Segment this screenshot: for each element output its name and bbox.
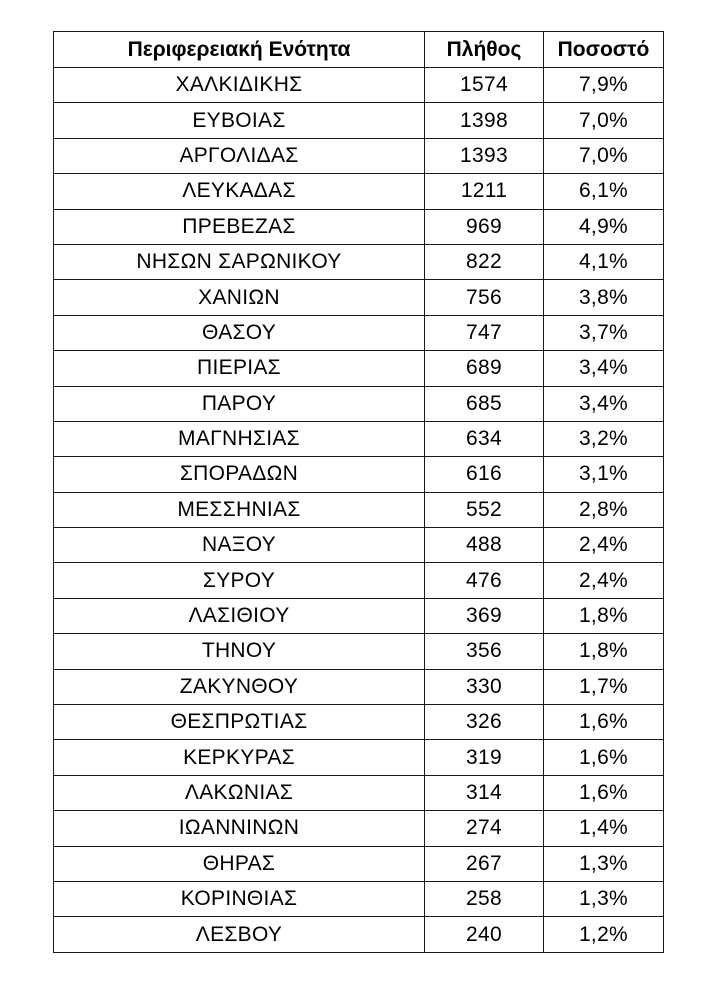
cell-percentage: 1,6% bbox=[544, 740, 664, 775]
header-percentage: Ποσοστό bbox=[544, 32, 664, 68]
header-row bbox=[54, 32, 664, 68]
table-row bbox=[54, 669, 664, 704]
cell-count: 822 bbox=[425, 244, 544, 279]
table-header bbox=[54, 32, 664, 68]
cell-regional-unit: ΕΥΒΟΙΑΣ bbox=[54, 103, 425, 138]
cell-regional-unit: ΧΑΝΙΩΝ bbox=[54, 280, 425, 315]
cell-regional-unit: ΘΕΣΠΡΩΤΙΑΣ bbox=[54, 705, 425, 740]
cell-regional-unit: ΜΕΣΣΗΝΙΑΣ bbox=[54, 492, 425, 527]
cell-percentage: 3,8% bbox=[544, 280, 664, 315]
table-row bbox=[54, 563, 664, 598]
cell-count: 1574 bbox=[425, 68, 544, 103]
cell-regional-unit: ΠΑΡΟΥ bbox=[54, 386, 425, 421]
table-row bbox=[54, 421, 664, 456]
cell-count: 969 bbox=[425, 209, 544, 244]
cell-count: 314 bbox=[425, 775, 544, 810]
cell-count: 369 bbox=[425, 598, 544, 633]
table-row bbox=[54, 634, 664, 669]
header-count: Πλήθος bbox=[425, 32, 544, 68]
table-row bbox=[54, 775, 664, 810]
cell-count: 326 bbox=[425, 705, 544, 740]
cell-count: 747 bbox=[425, 315, 544, 350]
table-row bbox=[54, 244, 664, 279]
cell-count: 476 bbox=[425, 563, 544, 598]
cell-count: 689 bbox=[425, 351, 544, 386]
cell-count: 240 bbox=[425, 917, 544, 952]
cell-percentage: 1,8% bbox=[544, 598, 664, 633]
cell-percentage: 6,1% bbox=[544, 174, 664, 209]
cell-count: 1398 bbox=[425, 103, 544, 138]
cell-regional-unit: ΚΕΡΚΥΡΑΣ bbox=[54, 740, 425, 775]
cell-count: 319 bbox=[425, 740, 544, 775]
cell-count: 488 bbox=[425, 528, 544, 563]
cell-regional-unit: ΘΑΣΟΥ bbox=[54, 315, 425, 350]
cell-regional-unit: ΜΑΓΝΗΣΙΑΣ bbox=[54, 421, 425, 456]
cell-percentage: 2,4% bbox=[544, 563, 664, 598]
cell-percentage: 3,7% bbox=[544, 315, 664, 350]
cell-count: 274 bbox=[425, 811, 544, 846]
table-row bbox=[54, 492, 664, 527]
cell-count: 356 bbox=[425, 634, 544, 669]
table-row bbox=[54, 280, 664, 315]
cell-percentage: 3,1% bbox=[544, 457, 664, 492]
cell-count: 1211 bbox=[425, 174, 544, 209]
cell-regional-unit: ΛΕΥΚΑΔΑΣ bbox=[54, 174, 425, 209]
cell-percentage: 2,4% bbox=[544, 528, 664, 563]
cell-percentage: 1,4% bbox=[544, 811, 664, 846]
cell-percentage: 1,7% bbox=[544, 669, 664, 704]
cell-percentage: 7,0% bbox=[544, 103, 664, 138]
table-row bbox=[54, 68, 664, 103]
data-table-container bbox=[53, 31, 664, 953]
cell-percentage: 1,2% bbox=[544, 917, 664, 952]
cell-regional-unit: ΣΠΟΡΑΔΩΝ bbox=[54, 457, 425, 492]
cell-count: 258 bbox=[425, 881, 544, 916]
cell-percentage: 4,9% bbox=[544, 209, 664, 244]
header-regional-unit: Περιφερειακή Ενότητα bbox=[54, 32, 425, 68]
table-row bbox=[54, 598, 664, 633]
cell-percentage: 2,8% bbox=[544, 492, 664, 527]
table-row bbox=[54, 705, 664, 740]
cell-regional-unit: ΖΑΚΥΝΘΟΥ bbox=[54, 669, 425, 704]
cell-percentage: 1,8% bbox=[544, 634, 664, 669]
table-row bbox=[54, 457, 664, 492]
cell-regional-unit: ΚΟΡΙΝΘΙΑΣ bbox=[54, 881, 425, 916]
cell-regional-unit: ΣΥΡΟΥ bbox=[54, 563, 425, 598]
table-body bbox=[54, 68, 664, 953]
cell-percentage: 1,6% bbox=[544, 705, 664, 740]
cell-percentage: 3,2% bbox=[544, 421, 664, 456]
cell-percentage: 3,4% bbox=[544, 386, 664, 421]
regional-units-table bbox=[53, 31, 664, 953]
cell-percentage: 7,0% bbox=[544, 138, 664, 173]
cell-regional-unit: ΝΗΣΩΝ ΣΑΡΩΝΙΚΟΥ bbox=[54, 244, 425, 279]
table-row bbox=[54, 103, 664, 138]
table-row bbox=[54, 209, 664, 244]
table-row bbox=[54, 386, 664, 421]
cell-regional-unit: ΝΑΞΟΥ bbox=[54, 528, 425, 563]
table-row bbox=[54, 881, 664, 916]
table-row bbox=[54, 811, 664, 846]
cell-regional-unit: ΘΗΡΑΣ bbox=[54, 846, 425, 881]
cell-regional-unit: ΛΑΣΙΘΙΟΥ bbox=[54, 598, 425, 633]
cell-percentage: 7,9% bbox=[544, 68, 664, 103]
cell-regional-unit: ΛΑΚΩΝΙΑΣ bbox=[54, 775, 425, 810]
cell-regional-unit: ΛΕΣΒΟΥ bbox=[54, 917, 425, 952]
cell-count: 616 bbox=[425, 457, 544, 492]
cell-percentage: 3,4% bbox=[544, 351, 664, 386]
cell-count: 756 bbox=[425, 280, 544, 315]
cell-percentage: 4,1% bbox=[544, 244, 664, 279]
table-row bbox=[54, 740, 664, 775]
table-row bbox=[54, 351, 664, 386]
cell-regional-unit: ΠΡΕΒΕΖΑΣ bbox=[54, 209, 425, 244]
cell-count: 267 bbox=[425, 846, 544, 881]
cell-count: 552 bbox=[425, 492, 544, 527]
table-row bbox=[54, 846, 664, 881]
cell-percentage: 1,3% bbox=[544, 881, 664, 916]
cell-regional-unit: ΙΩΑΝΝΙΝΩΝ bbox=[54, 811, 425, 846]
cell-regional-unit: ΧΑΛΚΙΔΙΚΗΣ bbox=[54, 68, 425, 103]
cell-count: 685 bbox=[425, 386, 544, 421]
cell-count: 330 bbox=[425, 669, 544, 704]
cell-count: 634 bbox=[425, 421, 544, 456]
table-row bbox=[54, 315, 664, 350]
cell-regional-unit: ΠΙΕΡΙΑΣ bbox=[54, 351, 425, 386]
cell-percentage: 1,6% bbox=[544, 775, 664, 810]
cell-regional-unit: ΑΡΓΟΛΙΔΑΣ bbox=[54, 138, 425, 173]
cell-regional-unit: ΤΗΝΟΥ bbox=[54, 634, 425, 669]
table-row bbox=[54, 174, 664, 209]
table-row bbox=[54, 138, 664, 173]
cell-count: 1393 bbox=[425, 138, 544, 173]
table-row bbox=[54, 528, 664, 563]
cell-percentage: 1,3% bbox=[544, 846, 664, 881]
table-row bbox=[54, 917, 664, 952]
